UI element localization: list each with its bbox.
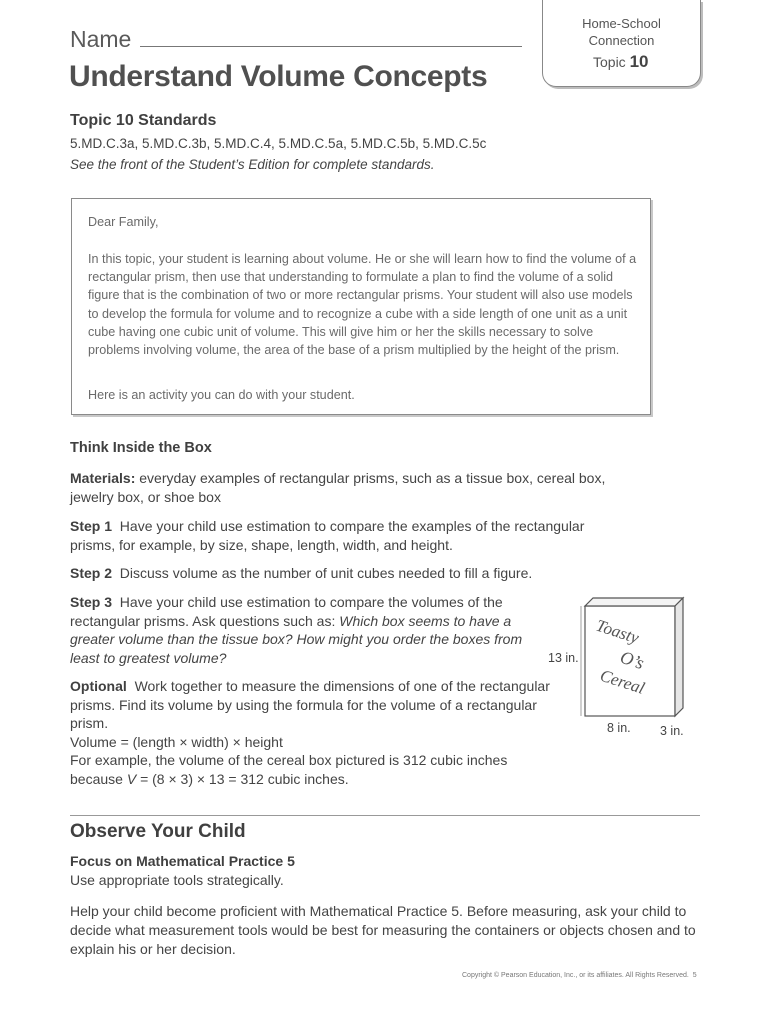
tab-line-connection: Connection [588, 33, 655, 48]
copyright-text: Copyright © Pearson Education, Inc., or its affiliates. All Rights Reserved. [462, 972, 689, 979]
depth-label: 3 in. [660, 724, 684, 738]
name-label: Name [70, 26, 132, 52]
optional-step [70, 677, 550, 788]
standards-list: 5.MD.C.3a, 5.MD.C.3b, 5.MD.C.4, 5.MD.C.5a, 5.MD.C.5b, 5.MD.C.5c [70, 136, 487, 151]
letter-activity-intro: Here is an activity you can do with your student. [88, 388, 355, 402]
volume-formula: Volume = (length × width) × height [70, 733, 283, 750]
step-3-question: Which box seems to have a greater volume than the tissue box? How might you order the boxes from least to greatest volume? [70, 612, 523, 666]
step-1-text: Have your child use estimation to compare the examples of the rectangular prisms, for example, by size, shape, length, width, and height. [70, 518, 585, 553]
standards-heading: Topic 10 Standards [70, 112, 217, 129]
box-text-cereal: Cereal [597, 665, 648, 698]
page-title: Understand Volume Concepts [69, 60, 488, 93]
materials-label: Materials: [70, 470, 136, 486]
example-because: because [70, 770, 123, 787]
section-divider [70, 815, 700, 816]
optional-text: Work together to measure the dimensions of one of the rectangular prisms. Find its volume by using the formula for the volume of a rectangular prism. [70, 678, 550, 731]
step-3-label: Step 3 [70, 594, 113, 610]
step-1 [70, 517, 590, 554]
tab-line-home-school: Home-School [582, 16, 661, 31]
copyright-footer [462, 972, 697, 979]
example-line-2 [70, 771, 349, 787]
materials-text: everyday examples of rectangular prisms, such as a tissue box, cereal box, jewelry box, or shoe box [70, 470, 606, 505]
box-top-face [585, 598, 683, 606]
example-variable: V [126, 770, 137, 787]
example-line-1: For example, the volume of the cereal box pictured is 312 cubic inches [70, 752, 508, 768]
home-school-connection-tab [542, 0, 701, 87]
step-2-label: Step 2 [70, 565, 113, 581]
materials-paragraph [70, 469, 630, 506]
focus-heading: Focus on Mathematical Practice 5 [70, 853, 295, 869]
letter-greeting: Dear Family, [88, 215, 159, 229]
step-2-text: Discuss volume as the number of unit cubes needed to fill a figure. [119, 565, 533, 581]
width-label: 8 in. [607, 721, 631, 735]
step-3-text: Have your child use estimation to compare the volumes of the rectangular prisms. Ask questions such as: [70, 594, 503, 629]
optional-label: Optional [70, 678, 127, 694]
name-write-line [140, 46, 522, 47]
standards-note: See the front of the Student’s Edition for complete standards. [70, 157, 435, 172]
tab-topic-number: 10 [629, 52, 649, 71]
tab-topic [593, 52, 649, 72]
page-number: 5 [692, 972, 697, 979]
letter-body: In this topic, your student is learning about volume. He or she will learn how to find the volume of a rectangular prism, then use that understanding to formulate a plan to find the volume of a solid figure that is the combination of two or more rectangular prisms. Your student will also use models to develop the formula for volume and to recognize a cube with a side length of one unit as a unit cube having one cubic unit of volume. This will give him or her the skills necessary to solve problems involving volume, the area of the base of a prism multiplied by the height of the prism. [88, 252, 637, 358]
step-2 [70, 564, 590, 583]
help-text: Help your child become proficient with Mathematical Practice 5. Before measuring, ask your child to decide what measurement tools would be best for measuring the containers or objects chosen and to explain his or her decision. [70, 903, 696, 957]
focus-text: Use appropriate tools strategically. [70, 872, 284, 888]
observe-heading: Observe Your Child [70, 821, 246, 842]
example-calculation: = (8 × 3) × 13 = 312 cubic inches. [140, 770, 349, 787]
step-1-label: Step 1 [70, 518, 113, 534]
height-label: 13 in. [548, 651, 579, 665]
box-text-toasty: Toasty [593, 615, 642, 648]
family-letter-box [71, 198, 651, 415]
activity-title: Think Inside the Box [70, 440, 212, 456]
box-text-os: O’s [617, 646, 647, 674]
box-side-face [675, 598, 683, 716]
step-3 [70, 593, 540, 667]
tab-topic-label: Topic [593, 54, 626, 70]
